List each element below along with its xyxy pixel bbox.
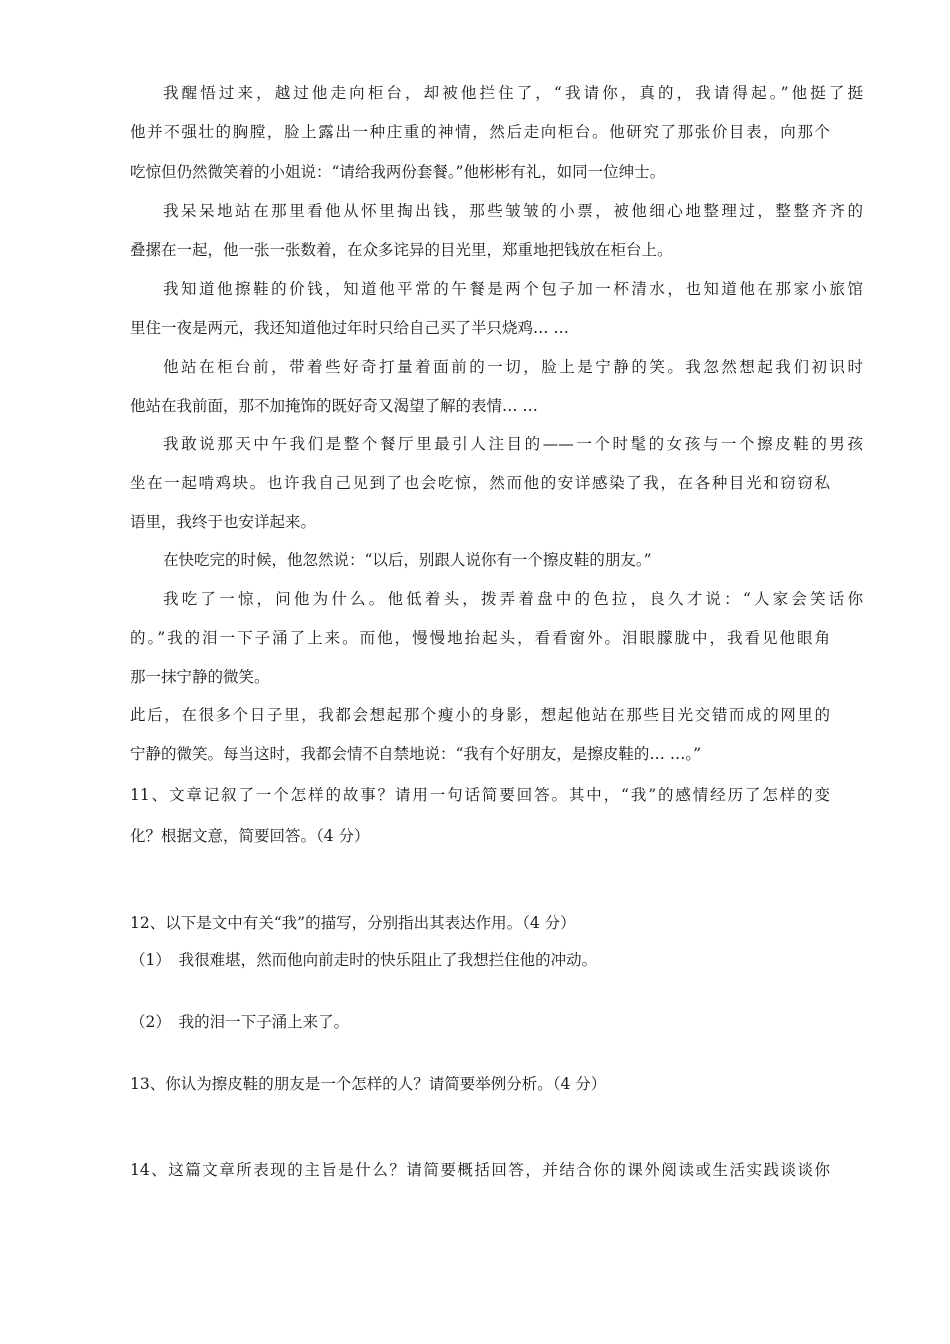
passage-line: 叠摞在一起，他一张一张数着，在众多诧异的目光里，郑重地把钱放在柜台上。 bbox=[130, 241, 673, 259]
passage-line: 宁静的微笑。每当这时，我都会情不自禁地说：“我有个好朋友，是擦皮鞋的… …。” bbox=[130, 745, 702, 763]
passage-line: 在快吃完的时候，他忽然说：“以后，别跟人说你有一个擦皮鞋的朋友。” bbox=[163, 551, 652, 569]
passage-line: 此后，在很多个日子里，我都会想起那个瘦小的身影，想起他站在那些目光交错而成的网里的 bbox=[130, 706, 830, 724]
question-11: 11、文章记叙了一个怎样的故事？请用一句话简要回答。其中，“我”的感情经历了怎样的变 bbox=[130, 786, 830, 804]
passage-line: 坐在一起啃鸡块。也许我自己见到了也会吃惊，然而他的安详感染了我，在各种目光和窃窃私 bbox=[130, 474, 830, 492]
passage-line: 我知道他擦鞋的价钱，知道他平常的午餐是两个包子加一杯清水，也知道他在那家小旅馆 bbox=[163, 280, 863, 298]
passage-line: 的。”我的泪一下子涌了上来。而他，慢慢地抬起头，看看窗外。泪眼朦胧中，我看见他眼角 bbox=[130, 629, 830, 647]
question-14: 14、这篇文章所表现的主旨是什么？请简要概括回答，并结合你的课外阅读或生活实践谈谈你 bbox=[130, 1161, 830, 1179]
passage-line: 吃惊但仍然微笑着的小姐说：“请给我两份套餐。”他彬彬有礼，如同一位绅士。 bbox=[130, 163, 666, 181]
question-13: 13、你认为擦皮鞋的朋友是一个怎样的人？请简要举例分析。（4 分） bbox=[130, 1075, 607, 1093]
passage-line: 里住一夜是两元，我还知道他过年时只给自己买了半只烧鸡… … bbox=[130, 319, 569, 337]
passage-line: 他站在我前面，那不加掩饰的既好奇又渴望了解的表情… … bbox=[130, 397, 538, 415]
passage-line: 语里，我终于也安详起来。 bbox=[130, 513, 317, 531]
passage-line: 我呆呆地站在那里看他从怀里掏出钱，那些皱皱的小票，被他细心地整理过，整整齐齐的 bbox=[163, 202, 863, 220]
passage-line: 我敢说那天中午我们是整个餐厅里最引人注目的——一个时髦的女孩与一个擦皮鞋的男孩 bbox=[163, 435, 863, 453]
question-12: 12、以下是文中有关“我”的描写，分别指出其表达作用。（4 分） bbox=[130, 914, 576, 932]
passage-line: 他并不强壮的胸膛，脸上露出一种庄重的神情，然后走向柜台。他研究了那张价目表，向那个 bbox=[130, 123, 830, 141]
passage-line: 我吃了一惊，问他为什么。他低着头，拨弄着盘中的色拉，良久才说：“人家会笑话你 bbox=[163, 590, 863, 608]
question-12-item-2: （2） 我的泪一下子涌上来了。 bbox=[130, 1013, 350, 1031]
question-11-cont: 化？根据文意，简要回答。（4 分） bbox=[130, 827, 370, 845]
passage-line: 那一抹宁静的微笑。 bbox=[130, 668, 270, 686]
passage-line: 我醒悟过来，越过他走向柜台，却被他拦住了，“我请你，真的，我请得起。”他挺了挺 bbox=[163, 84, 863, 102]
passage-line: 他站在柜台前，带着些好奇打量着面前的一切，脸上是宁静的笑。我忽然想起我们初识时 bbox=[163, 358, 863, 376]
question-12-item-1: （1） 我很难堪，然而他向前走时的快乐阻止了我想拦住他的冲动。 bbox=[130, 951, 598, 969]
